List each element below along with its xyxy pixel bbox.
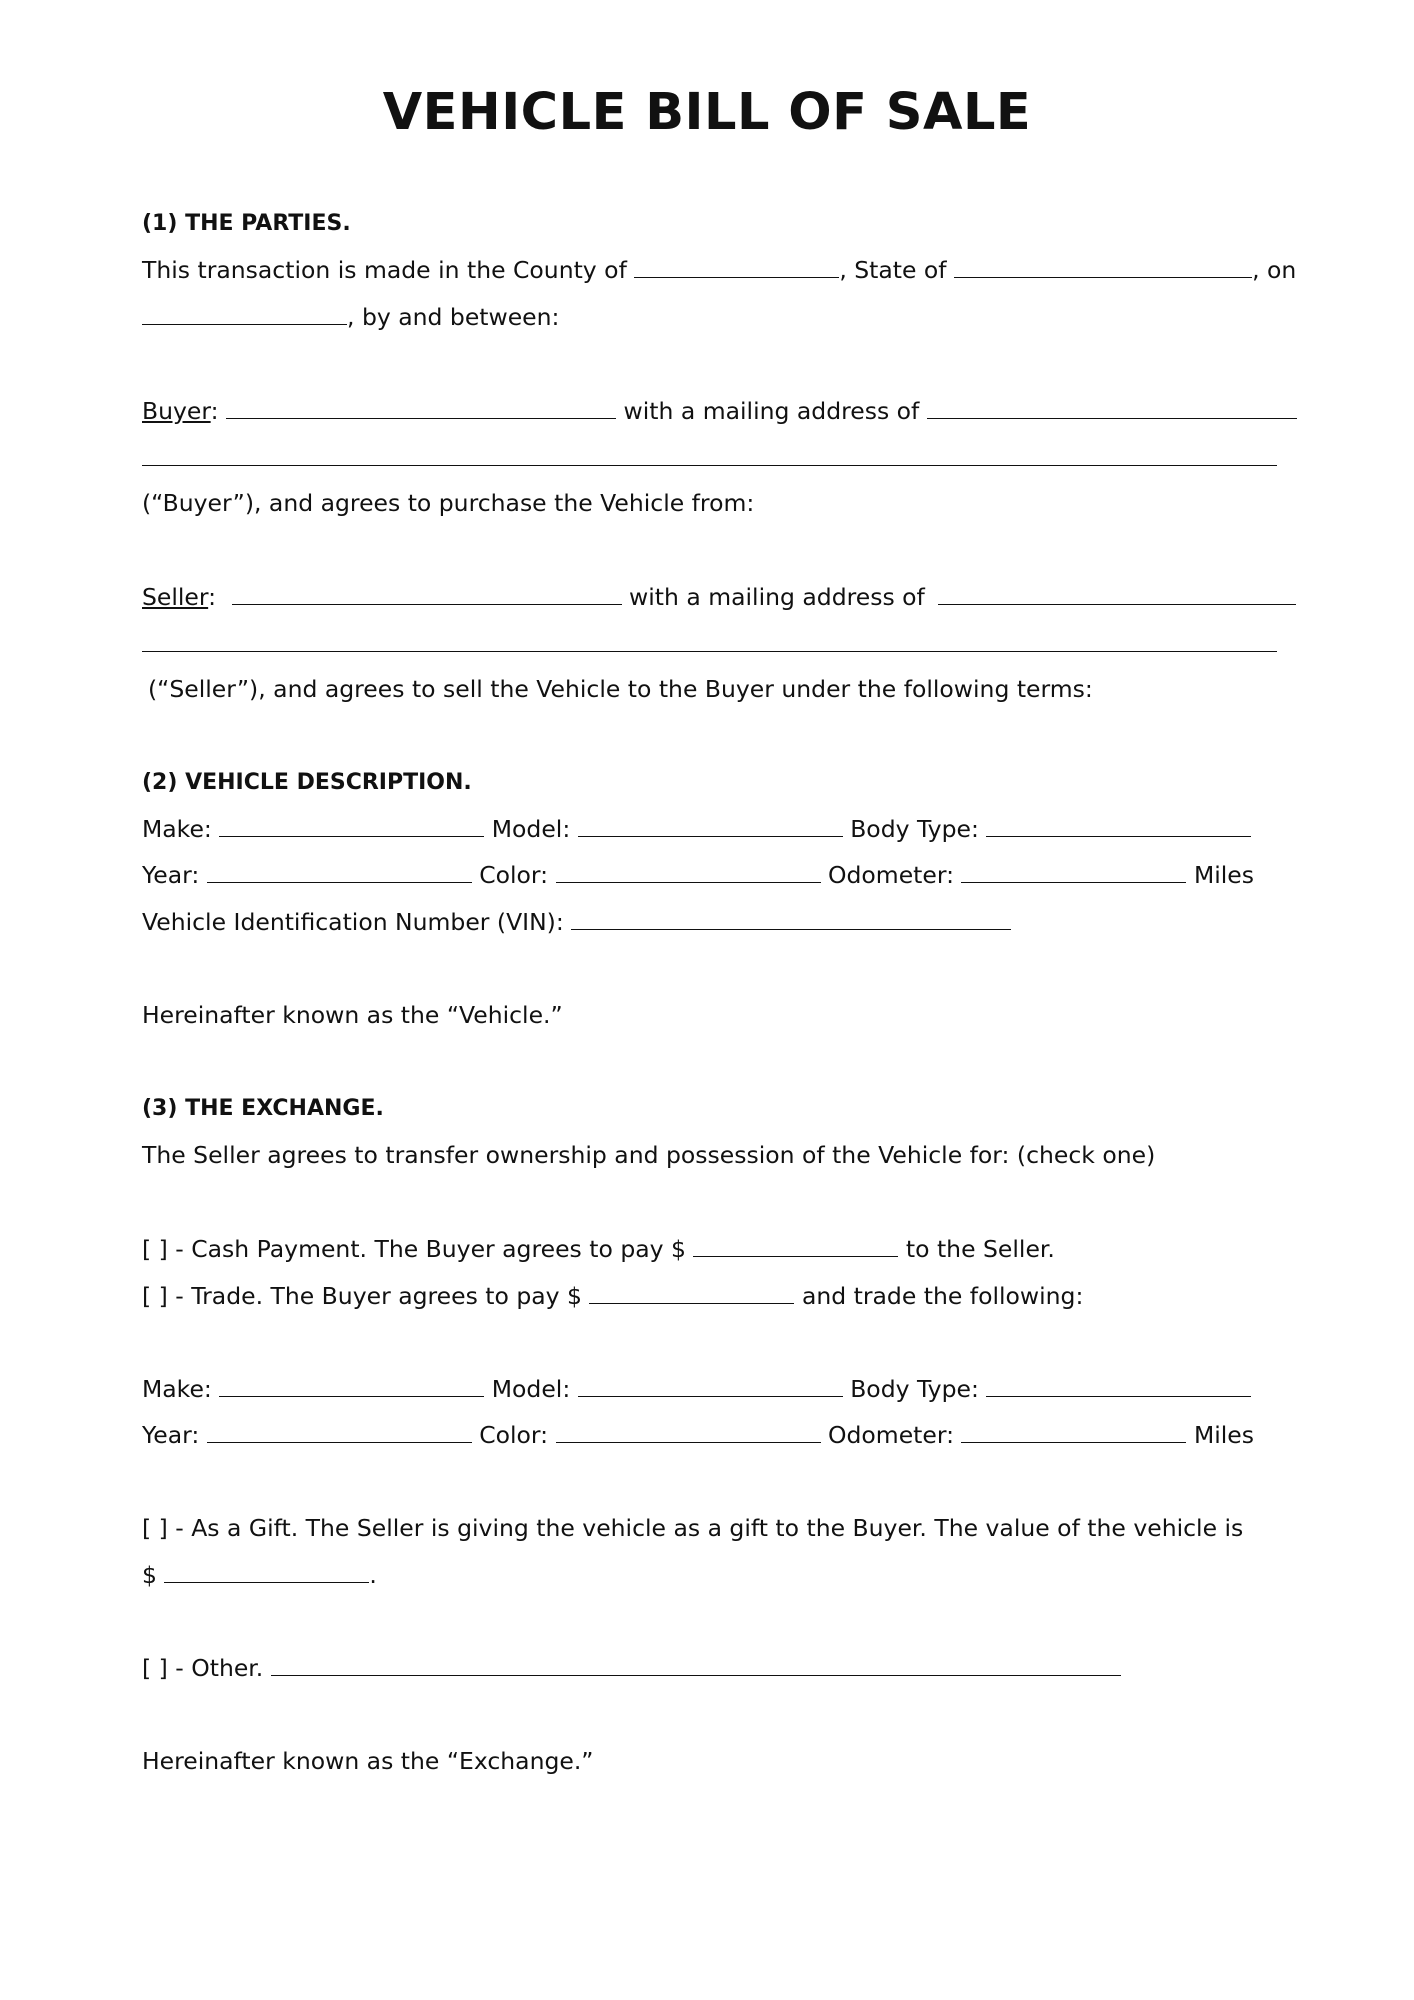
vin-line bbox=[142, 905, 1282, 939]
trade-make-line bbox=[142, 1372, 1282, 1406]
trade-year-blank[interactable] bbox=[207, 1418, 472, 1443]
trade-model-blank[interactable] bbox=[578, 1372, 843, 1397]
seller-name-blank[interactable] bbox=[232, 580, 622, 605]
text: Color: bbox=[471, 861, 556, 889]
buyer-address-blank-2[interactable] bbox=[142, 465, 1277, 466]
text: Odometer: bbox=[820, 861, 962, 889]
state-blank[interactable] bbox=[954, 253, 1252, 278]
text: : bbox=[210, 397, 219, 425]
seller-after-line: (“Seller”), and agrees to sell the Vehicle to the Buyer under the following terms: bbox=[148, 675, 1093, 703]
text: $ bbox=[142, 1561, 165, 1589]
trade-body-type-blank[interactable] bbox=[986, 1372, 1251, 1397]
make-blank[interactable] bbox=[219, 812, 484, 837]
buyer-name-blank[interactable] bbox=[226, 394, 616, 419]
trade-odometer-blank[interactable] bbox=[961, 1418, 1186, 1443]
text: : bbox=[208, 583, 217, 611]
text: Make: bbox=[142, 1375, 220, 1403]
text: Odometer: bbox=[820, 1421, 962, 1449]
option-gift bbox=[142, 1511, 1282, 1545]
text: . bbox=[369, 1561, 377, 1589]
color-blank[interactable] bbox=[556, 858, 821, 883]
section-heading-vehicle: (2) VEHICLE DESCRIPTION. bbox=[142, 770, 472, 795]
trade-checkbox[interactable]: [ ] bbox=[142, 1282, 168, 1310]
option-other bbox=[142, 1651, 1282, 1685]
trade-make-blank[interactable] bbox=[219, 1372, 484, 1397]
seller-address-blank-2[interactable] bbox=[142, 651, 1277, 652]
text: Model: bbox=[484, 1375, 578, 1403]
text: Year: bbox=[142, 1421, 207, 1449]
other-checkbox[interactable]: [ ] bbox=[142, 1654, 168, 1682]
section-heading-exchange: (3) THE EXCHANGE. bbox=[142, 1096, 384, 1121]
text: with a mailing address of bbox=[616, 397, 927, 425]
text: Make: bbox=[142, 815, 220, 843]
exchange-intro: The Seller agrees to transfer ownership and possession of the Vehicle for: (check one) bbox=[142, 1141, 1156, 1169]
gift-value-blank[interactable] bbox=[164, 1558, 369, 1583]
vehicle-year-line bbox=[142, 858, 1282, 892]
exchange-known-as: Hereinafter known as the “Exchange.” bbox=[142, 1747, 594, 1775]
gift-value-line bbox=[142, 1558, 1282, 1592]
section-heading-parties: (1) THE PARTIES. bbox=[142, 211, 351, 236]
text: and trade the following: bbox=[794, 1282, 1084, 1310]
seller-line bbox=[142, 580, 1282, 614]
vehicle-known-as: Hereinafter known as the “Vehicle.” bbox=[142, 1001, 563, 1029]
text: to the Seller. bbox=[898, 1235, 1055, 1263]
text: Color: bbox=[471, 1421, 556, 1449]
text: with a mailing address of bbox=[621, 583, 933, 611]
text: Model: bbox=[484, 815, 578, 843]
date-blank[interactable] bbox=[142, 300, 347, 325]
cash-amount-blank[interactable] bbox=[693, 1232, 898, 1257]
option-cash bbox=[142, 1232, 1282, 1266]
text: Body Type: bbox=[842, 1375, 987, 1403]
buyer-address-blank[interactable] bbox=[927, 394, 1297, 419]
text: , by and between: bbox=[347, 303, 560, 331]
trade-amount-blank[interactable] bbox=[589, 1279, 794, 1304]
text: - Trade. The Buyer agrees to pay $ bbox=[167, 1282, 590, 1310]
text: , on bbox=[1252, 256, 1297, 284]
buyer-label: Buyer bbox=[142, 397, 211, 425]
trade-year-line bbox=[142, 1418, 1282, 1452]
text: - Cash Payment. The Buyer agrees to pay $ bbox=[167, 1235, 694, 1263]
buyer-after-line: (“Buyer”), and agrees to purchase the Vehicle from: bbox=[142, 489, 755, 517]
gift-checkbox[interactable]: [ ] bbox=[142, 1514, 168, 1542]
buyer-line bbox=[142, 394, 1282, 428]
document-title: VEHICLE BILL OF SALE bbox=[382, 83, 1032, 142]
text: Body Type: bbox=[842, 815, 987, 843]
text: , State of bbox=[839, 256, 955, 284]
body-type-blank[interactable] bbox=[986, 812, 1251, 837]
text: Vehicle Identification Number (VIN): bbox=[142, 908, 572, 936]
text: Miles bbox=[1186, 861, 1254, 889]
cash-checkbox[interactable]: [ ] bbox=[142, 1235, 168, 1263]
parties-line-1 bbox=[142, 253, 1297, 287]
trade-color-blank[interactable] bbox=[556, 1418, 821, 1443]
vehicle-make-line bbox=[142, 812, 1282, 846]
year-blank[interactable] bbox=[207, 858, 472, 883]
seller-address-blank[interactable] bbox=[938, 580, 1296, 605]
text: Year: bbox=[142, 861, 207, 889]
text: - As a Gift. The Seller is giving the vehicle as a gift to the Buyer. The value of the vehicle is bbox=[167, 1514, 1244, 1542]
odometer-blank[interactable] bbox=[961, 858, 1186, 883]
text: This transaction is made in the County of bbox=[142, 256, 635, 284]
vin-blank[interactable] bbox=[571, 905, 1011, 930]
option-trade bbox=[142, 1279, 1282, 1313]
seller-label: Seller bbox=[142, 583, 209, 611]
text: Miles bbox=[1186, 1421, 1254, 1449]
county-blank[interactable] bbox=[634, 253, 839, 278]
text: - Other. bbox=[167, 1654, 271, 1682]
other-blank[interactable] bbox=[271, 1651, 1121, 1676]
parties-line-2 bbox=[142, 300, 1282, 334]
model-blank[interactable] bbox=[578, 812, 843, 837]
